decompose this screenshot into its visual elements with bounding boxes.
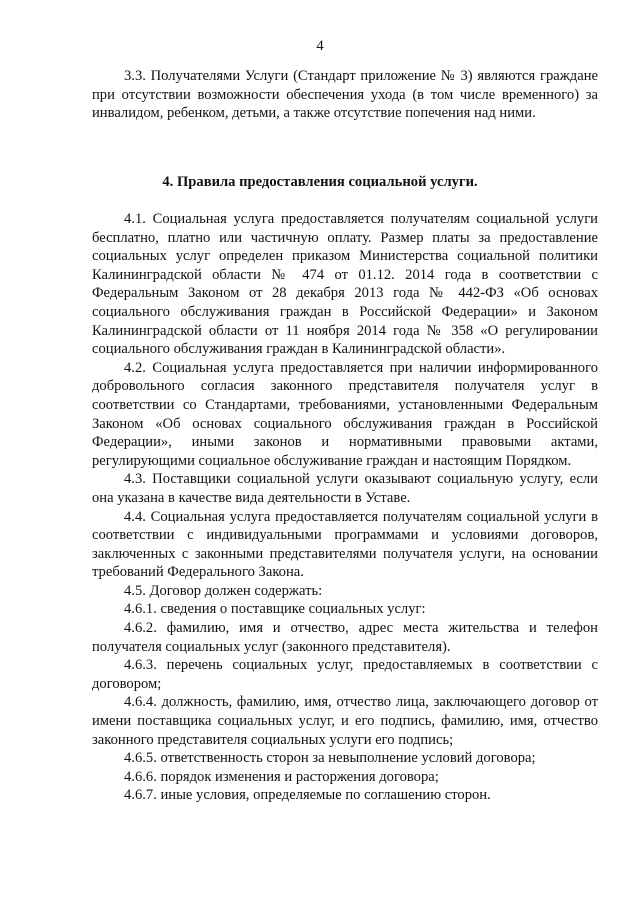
paragraph-4-4: 4.4. Социальная услуга предоставляется получателям социальной услуги в соответствии с индивидуальными программами и условиями договоров, заключенных с законными представителями получателя услуги, на основании требований Федерального Закона.: [92, 508, 598, 581]
paragraph-4-6-5: 4.6.5. ответственность сторон за невыполнение условий договора;: [124, 750, 536, 767]
section-4-body: [92, 210, 598, 805]
paragraph-4-6-4: 4.6.4. должность, фамилию, имя, отчество лица, заключающего договор от имени поставщика социальных услуг, и его подпись, фамилию, имя, отчество законного представителя социальных услуги его подпись;: [92, 694, 598, 748]
paragraph-4-3: 4.3. Поставщики социальной услуги оказывают социальную услугу, если она указана в качестве вида деятельности в Уставе.: [92, 471, 598, 506]
section-heading: 4. Правила предоставления социальной услуги.: [162, 174, 478, 190]
paragraph-4-6-2: 4.6.2. фамилию, имя и отчество, адрес места жительства и телефон получателя социальных услуг (законного представителя).: [92, 620, 598, 655]
paragraph-3-3: 3.3. Получателями Услуги (Стандарт приложение № 3) являются граждане при отсутствии возможности обеспечения ухода (в том числе временного) за инвалидом, ребенком, детьми, а также отсутствие попечения над ними.: [92, 68, 598, 122]
paragraph-4-2: 4.2. Социальная услуга предоставляется при наличии информированного добровольного согласия законного представителя получателя услуг в соответствии со Стандартами, требованиями, установленными Федеральным Законом «Об основах социального обслуживания граждан в Российской Федерации», иными законов и нормативными правовыми актами, регулирующими социальное обслуживание граждан и настоящим Порядком.: [92, 359, 598, 469]
paragraph-4-1: 4.1. Социальная услуга предоставляется получателям социальной услуги бесплатно, платно или частичную оплату. Размер платы за предоставление социальных услуг определен приказом Министерства социальной политики Калининградской области № 474 от 01.12. 2014 года в соответствии с Федеральным Законом от 28 декабря 2013 года № 442-ФЗ «Об основах социального обслуживания граждан в Российской Федерации» и Законом Калининградской области от 11 ноября 2014 года № 358 «О регулировании социального обслуживания граждан в Калининградской области».: [92, 211, 598, 358]
paragraph-4-6-3: 4.6.3. перечень социальных услуг, предоставляемых в соответствии с договором;: [92, 657, 598, 692]
intro-section: [92, 67, 598, 123]
page-number: 4: [316, 38, 324, 54]
paragraph-4-6-6: 4.6.6. порядок изменения и расторжения договора;: [124, 768, 439, 785]
paragraph-4-6-7: 4.6.7. иные условия, определяемые по соглашению сторон.: [124, 787, 491, 804]
paragraph-4-5: 4.5. Договор должен содержать:: [124, 582, 323, 599]
paragraph-4-6-1: 4.6.1. сведения о поставщике социальных услуг:: [124, 601, 426, 618]
